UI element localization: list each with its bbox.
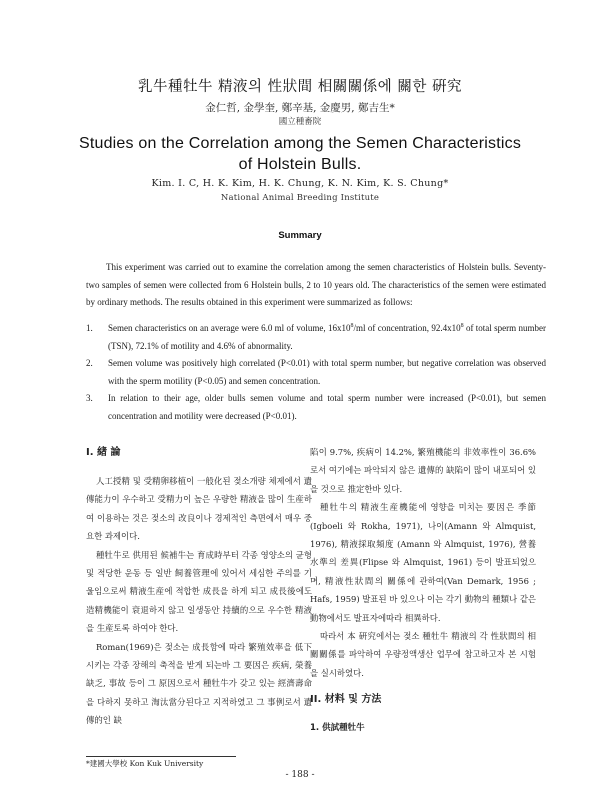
summary-item-number: 1. [86,323,93,333]
english-title [0,133,600,175]
section-heading-materials-methods: II. 材料 및 方法 [310,694,382,706]
page-number: - 188 - [285,770,315,780]
body-paragraph: 人工授精 및 受精卵移植이 一般化된 젖소개량 체제에서 遺傳能力이 우수하고 受精力이 높은 우량한 精液을 많이 生産하여 이용하는 것은 젖소의 改良이나 경제적인 측면에서 매우 중요한 과제이다. [86,476,312,542]
korean-authors: 金仁哲, 金學奎, 鄭辛基, 金慶男, 鄭吉生* [205,102,395,114]
korean-title: 乳牛種牡牛 精液의 性狀間 相關關係에 關한 硏究 [137,79,463,95]
left-column [86,443,312,730]
summary-item [86,390,546,425]
body-paragraph: Roman(1969)은 젖소는 成長함에 따라 繁殖效率을 低下시키는 각종 장해의 축적을 받게 되는바 그 要因은 疾病, 榮養缺乏, 事故 등이 그 原因으로서 種牡牛가 갖고 있는 經濟壽命을 다하지 못하고 淘汰當分된다고 지적하였고 그 事例로서 遺傳的인 缺 [86,641,312,726]
summary-item-text-part: /ml of concentration, 92.4x10 [353,323,461,333]
footnote: *建國大學校 Kon Kuk University [86,759,204,768]
summary-list [86,320,546,425]
korean-institution: 國立種畜院 [278,117,322,127]
summary-item [86,320,546,355]
summary-item-number: 3. [86,393,93,403]
english-title-line1: Studies on the Correlation among the Semen Characteristics [78,135,522,152]
body-paragraph: 種牡牛의 精液生産機能에 영향을 미치는 要因은 季節(Igboeli 와 Rokha, 1971), 나이(Amann 와 Almquist, 1976), 精液採取頻度 (Amann 와 Almquist, 1976), 營養水準의 差異(Flipse 와 Almquist, 1961) 등이 발표되었으며, 精液性狀間의 關係에 관하여(Van Demark, 1956 ; Hafs, 1959) 발표된 바 있으나 이는 각기 動物의 種類나 같은 動物에서도 발표자에따라 相異하다. [310,502,536,623]
body-paragraph: 따라서 本 硏究에서는 젖소 種牡牛 精液의 각 性狀間의 相關關係를 파악하여 우량정액생산 업무에 참고하고자 본 시험을 실시하였다. [310,631,536,678]
english-title-line2: of Holstein Bulls. [238,156,362,173]
section-heading-introduction: I. 緖 論 [86,447,121,458]
right-column [310,443,536,737]
summary-item-text: In relation to their age, older bulls semen volume and total sperm number were increased (P<0.01), but semen concentration and motility were decreased (P<0.01). [108,393,546,421]
summary-heading: Summary [278,230,322,241]
english-institution: National Animal Breeding Institute [220,193,380,203]
summary-item-text-part: of total sperm number (TSN), 72.1% of motility and 4.6% of abnormality. [108,323,546,351]
subsection-heading: 1. 供試種牡牛 [310,723,365,734]
body-paragraph: 陷이 9.7%, 疾病이 14.2%, 繁殖機能의 非效率性이 36.6%로서 여기에는 파악되지 않은 遺傳的 缺陷이 많이 내포되어 있을 것으로 推定한바 있다. [310,447,536,494]
summary-item-number: 2. [86,358,93,368]
summary-item-text [108,323,546,351]
footnote-divider [86,756,236,757]
summary-item [86,355,546,390]
superscript: 8 [460,323,464,329]
summary-item-text: Semen volume was positively high correlated (P<0.01) with total sperm number, but negative correlation was observed with the sperm motility (P<0.05) and semen concentration. [108,358,546,386]
summary-paragraph: This experiment was carried out to examine the correlation among the semen characteristics of Holstein bulls. Seventy-two samples of semen were collected from 6 Holstein bulls, 2 to 10 years old. The characteristics of the semen were estimated by ordinary methods. The results obtained in this experiment were summarized as follows: [86,262,546,307]
summary-item-text-part: Semen characteristics on an average were 6.0 ml of volume, 16x10 [108,323,351,333]
superscript: 8 [350,323,354,329]
body-paragraph: 種牡牛로 供用된 候補牛는 育成時부터 각종 영양소의 균형 및 적당한 운동 등 일반 飼養管理에 있어서 세심한 주의를 기울임으로써 精液生産에 적합한 成長을 하게 되고 成長後에도 造精機能이 衰退하지 않고 일생동안 持續的으로 우수한 精液을 生産토록 하여야 한다. [86,549,312,634]
english-authors: Kim. I. C, H. K. Kim, H. K. Chung, K. N. Kim, K. S. Chung* [151,178,449,189]
